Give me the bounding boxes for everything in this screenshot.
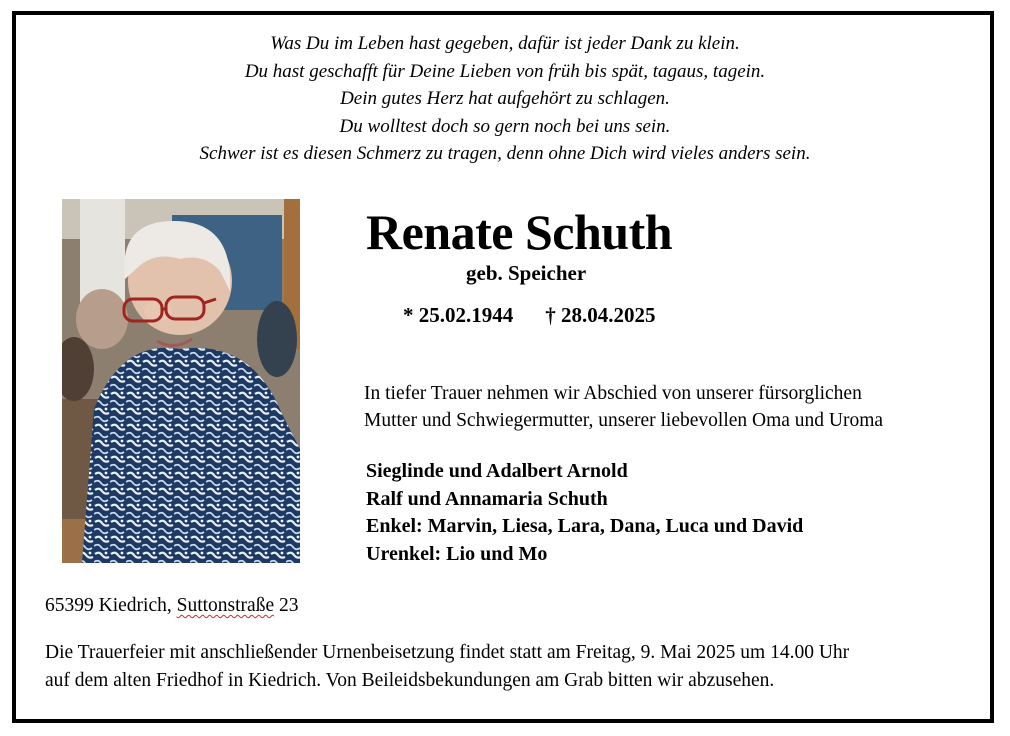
family-member: Enkel: Marvin, Liesa, Lara, Dana, Luca und David (366, 515, 804, 537)
address-number: 23 (278, 595, 299, 616)
mourning-text (364, 380, 883, 434)
family-list (366, 458, 803, 568)
deceased-name: Renate Schuth (366, 204, 673, 260)
family-member: Sieglinde und Adalbert Arnold (366, 460, 628, 482)
ceremony-text (45, 639, 849, 695)
address-city: 65399 Kiedrich, (45, 595, 172, 616)
ceremony-line: auf dem alten Friedhof in Kiedrich. Von Beileidsbekundungen am Grab bitten wir abzusehen. (45, 670, 775, 691)
portrait-photo (62, 199, 300, 563)
mourning-line: Mutter und Schwiegermutter, unserer liebevollen Oma und Uroma (364, 410, 884, 431)
poem-line: Was Du im Leben hast gegeben, dafür ist jeder Dank zu klein. (270, 33, 740, 54)
address (45, 595, 298, 617)
ceremony-line: Die Trauerfeier mit anschließender Urnenbeisetzung findet statt am Freitag, 9. Mai 2025 um 14.00 Uhr (45, 642, 850, 663)
family-member: Ralf und Annamaria Schuth (366, 487, 608, 510)
poem-line: Schwer ist es diesen Schmerz zu tragen, denn ohne Dich wird vieles anders sein. (199, 143, 811, 164)
birth-date: * 25.02.1944 (403, 303, 514, 327)
birth-name: geb. Speicher (466, 261, 587, 285)
family-member: Urenkel: Lio und Mo (366, 542, 548, 565)
poem-line: Du hast geschafft für Deine Lieben von früh bis spät, tagaus, tagein. (244, 60, 766, 82)
poem-line: Du wolltest doch so gern noch bei uns sein. (339, 115, 671, 137)
life-dates (403, 303, 656, 328)
poem-line: Dein gutes Herz hat aufgehört zu schlagen. (340, 88, 670, 109)
death-date: † 28.04.2025 (545, 303, 656, 327)
address-street[interactable]: Suttonstraße (176, 595, 275, 616)
mourning-line: In tiefer Trauer nehmen wir Abschied von unserer fürsorglichen (364, 383, 862, 404)
poem (0, 30, 1010, 168)
